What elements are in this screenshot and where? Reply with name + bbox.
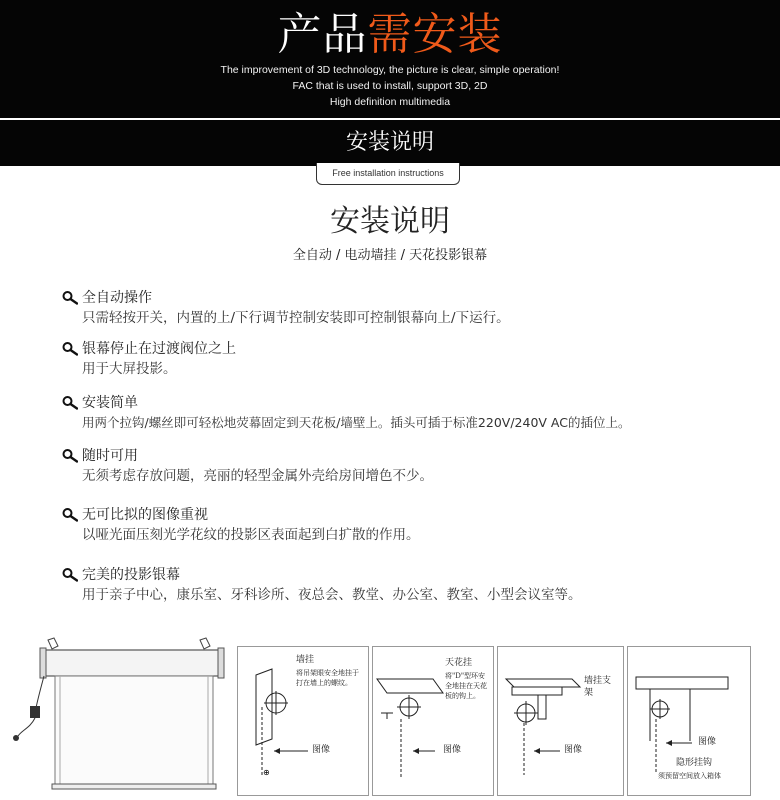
hidden-label: 图像 <box>698 737 717 747</box>
ceiling-label: 图像 <box>443 745 462 755</box>
wall-note: 将吊架眼安全地挂于打在墙上的螺纹。 <box>296 669 359 687</box>
feature-desc: 用两个拉钩/螺丝即可轻松地荧幕固定到天花板/墙壁上。插头可插于标准220V/240V AC的插位上。 <box>82 415 631 430</box>
magnifier-icon <box>62 395 78 411</box>
magnifier-icon <box>62 290 78 306</box>
diagram-bracket <box>497 646 624 796</box>
screen-illustration <box>0 636 236 800</box>
svg-text:⊕: ⊕ <box>263 768 270 777</box>
band-tag-text: Free installation instructions <box>332 168 444 178</box>
feature-title: 随时可用 <box>82 448 138 464</box>
feature-item <box>62 393 774 433</box>
section-title: 安装说明 <box>330 204 450 239</box>
feature-item <box>62 505 774 545</box>
band-title: 安装说明 <box>345 130 434 155</box>
product-title <box>0 8 780 62</box>
magnifier-icon <box>62 507 78 523</box>
feature-desc: 用于亲子中心，康乐室、牙科诊所、夜总会、教堂、办公室、教室、小型会议室等。 <box>82 587 582 603</box>
title-accent: 需安装 <box>367 9 503 60</box>
feature-desc: 以哑光面压刻光学花纹的投影区表面起到白扩散的作用。 <box>82 527 420 543</box>
feature-title: 安装简单 <box>82 395 138 411</box>
section-subtitle: 全自动 / 电动墙挂 / 天花投影银幕 <box>292 248 488 263</box>
feature-desc: 无须考虑存放问题，亮丽的轻型金属外壳给房间增色不少。 <box>82 468 433 484</box>
feature-item <box>62 565 774 605</box>
hero-subtitle-line-1: The improvement of 3D technology, the picture is clear, simple operation! <box>220 64 560 76</box>
feature-desc: 只需轻按开关，内置的上/下行调节控制安装即可控制银幕向上/下运行。 <box>82 310 510 326</box>
hero-subtitle-line-3: High definition multimedia <box>329 96 451 108</box>
feature-title: 完美的投影银幕 <box>82 567 180 583</box>
wall-label: 图像 <box>312 745 331 755</box>
feature-title: 银幕停止在过渡阀位之上 <box>82 341 236 357</box>
magnifier-icon <box>62 448 78 464</box>
feature-title: 无可比拟的图像重视 <box>82 507 208 523</box>
ceiling-title: 天花挂 <box>445 658 473 668</box>
ceiling-note: 将"D"型环安全地挂在天花板的钩上。 <box>445 672 487 700</box>
feature-item <box>62 446 774 486</box>
magnifier-icon <box>62 567 78 583</box>
diagram-hidden <box>627 646 751 796</box>
hidden-note: 须预留空间放入箱体 <box>658 772 721 780</box>
feature-item <box>62 339 774 379</box>
magnifier-icon <box>62 341 78 357</box>
bracket-label: 图像 <box>564 745 583 755</box>
hero-subtitle-line-2: FAC that is used to install, support 3D, 2D <box>292 80 488 92</box>
feature-desc: 用于大屏投影。 <box>82 361 177 377</box>
title-normal: 产品 <box>277 9 368 60</box>
feature-title: 全自动操作 <box>82 290 152 306</box>
bracket-title: 墙挂支架 <box>584 676 612 698</box>
diagram-ceiling <box>372 646 494 796</box>
wall-title: 墙挂 <box>296 655 315 665</box>
hidden-title: 隐形挂钩 <box>676 758 713 768</box>
diagram-wall <box>237 646 369 796</box>
feature-item <box>62 288 774 328</box>
